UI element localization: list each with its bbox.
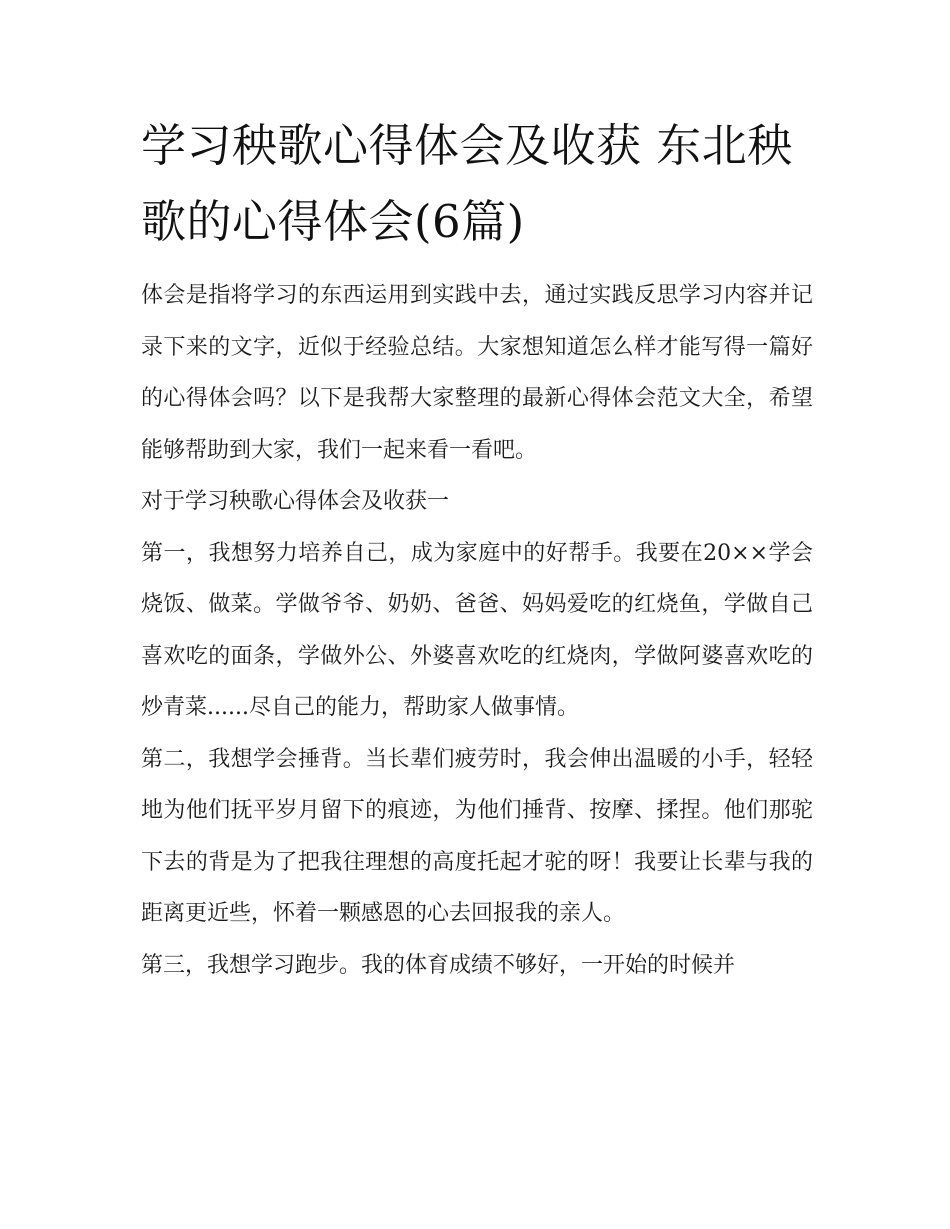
paragraph-first: 第一，我想努力培养自己，成为家庭中的好帮手。我要在20××学会烧饭、做菜。学做爷爷、奶奶、爸爸、妈妈爱吃的红烧鱼，学做自己喜欢吃的面条，学做外公、外婆喜欢吃的红烧肉，学做阿婆喜欢吃的炒青菜......尽自己的能力，帮助家人做事情。 [141, 540, 813, 720]
document-body [141, 270, 813, 991]
paragraph-third: 第三，我想学习跑步。我的体育成绩不够好，一开始的时候并 [141, 952, 736, 978]
document-page [141, 108, 813, 991]
paragraph-second: 第二，我想学会捶背。当长辈们疲劳时，我会伸出温暖的小手，轻轻地为他们抚平岁月留下的痕迹，为他们捶背、按摩、揉捏。他们那驼下去的背是为了把我往理想的高度托起才驼的呀！我要让长辈与我的距离更近些，怀着一颗感恩的心去回报我的亲人。 [141, 746, 813, 926]
document-title: 学习秧歌心得体会及收获 东北秧歌的心得体会(6篇) [141, 119, 793, 248]
section-heading: 对于学习秧歌心得体会及收获一 [141, 489, 450, 514]
intro-paragraph: 体会是指将学习的东西运用到实践中去，通过实践反思学习内容并记录下来的文字，近似于经验总结。大家想知道怎么样才能写得一篇好的心得体会吗？以下是我帮大家整理的最新心得体会范文大全，希望能够帮助到大家，我们一起来看一看吧。 [141, 283, 813, 463]
